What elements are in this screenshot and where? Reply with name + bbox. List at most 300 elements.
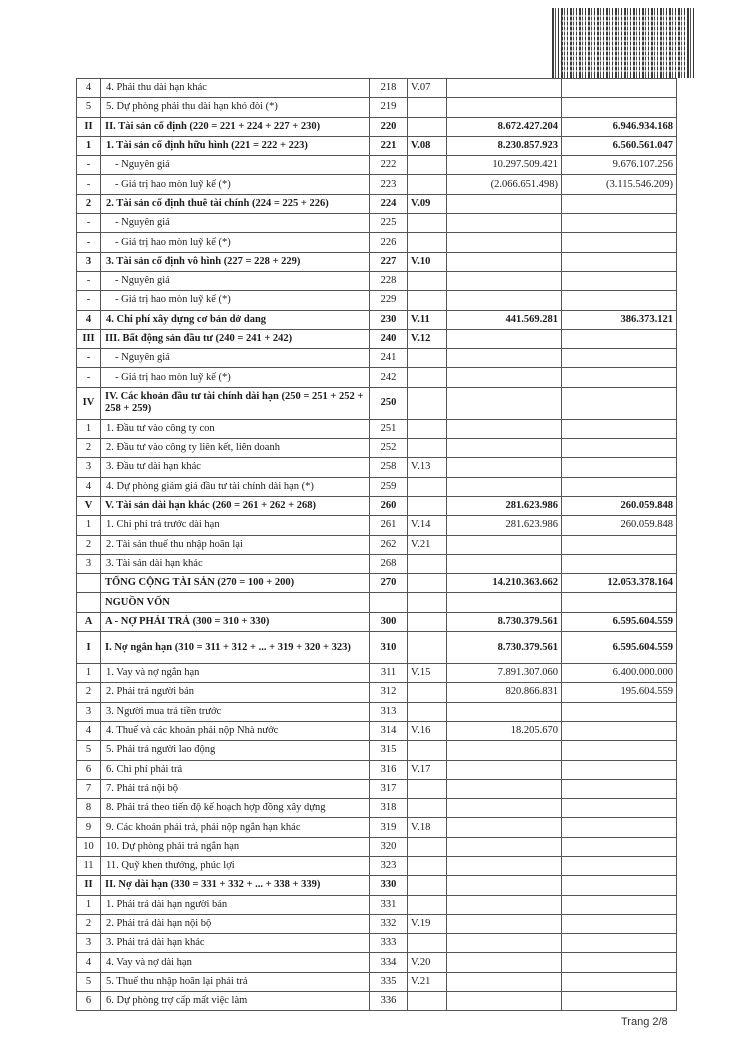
row-current-value (447, 741, 562, 760)
row-current-value (447, 837, 562, 856)
row-code: 219 (370, 98, 408, 117)
row-previous-value (562, 953, 677, 972)
table-row (77, 876, 677, 895)
row-current-value (447, 702, 562, 721)
row-index: I (77, 632, 101, 664)
row-index: 2 (77, 439, 101, 458)
row-previous-value: 12.053.378.164 (562, 574, 677, 593)
table-row (77, 895, 677, 914)
row-index: 9 (77, 818, 101, 837)
row-current-value (447, 194, 562, 213)
row-item-label: 2. Tài sản thuế thu nhập hoãn lại (101, 535, 370, 554)
row-current-value (447, 458, 562, 477)
row-item-label: V. Tài sản dài hạn khác (260 = 261 + 262 + 268) (101, 496, 370, 515)
row-index: 2 (77, 914, 101, 933)
row-note: V.12 (408, 329, 447, 348)
row-code: 261 (370, 516, 408, 535)
row-current-value: 8.730.379.561 (447, 632, 562, 664)
row-code (370, 593, 408, 612)
row-code: 315 (370, 741, 408, 760)
row-code: 230 (370, 310, 408, 329)
row-code: 330 (370, 876, 408, 895)
row-item-label: 5. Phải trả người lao động (101, 741, 370, 760)
row-item-label: 4. Chi phí xây dựng cơ bản dở dang (101, 310, 370, 329)
row-code: 317 (370, 779, 408, 798)
row-item-label: - Nguyên giá (101, 214, 370, 233)
row-previous-value (562, 741, 677, 760)
table-row (77, 458, 677, 477)
row-code: 250 (370, 387, 408, 419)
row-note (408, 117, 447, 136)
row-note: V.13 (408, 458, 447, 477)
row-code: 242 (370, 368, 408, 387)
row-previous-value (562, 368, 677, 387)
row-code: 229 (370, 291, 408, 310)
row-previous-value (562, 895, 677, 914)
row-index: 4 (77, 79, 101, 98)
row-previous-value: 195.604.559 (562, 683, 677, 702)
row-code: 228 (370, 271, 408, 290)
row-previous-value: 260.059.848 (562, 516, 677, 535)
row-code: 220 (370, 117, 408, 136)
table-row (77, 972, 677, 991)
row-previous-value (562, 934, 677, 953)
row-previous-value (562, 760, 677, 779)
row-note (408, 895, 447, 914)
row-note (408, 156, 447, 175)
row-index: V (77, 496, 101, 515)
row-index: 4 (77, 477, 101, 496)
row-code: 259 (370, 477, 408, 496)
page-number: Trang 2/8 (621, 1016, 668, 1028)
row-current-value (447, 214, 562, 233)
table-row (77, 702, 677, 721)
row-code: 336 (370, 992, 408, 1011)
table-row (77, 477, 677, 496)
row-note (408, 741, 447, 760)
row-note: V.19 (408, 914, 447, 933)
row-code: 312 (370, 683, 408, 702)
row-note: V.17 (408, 760, 447, 779)
row-item-label: 4. Thuế và các khoản phải nộp Nhà nước (101, 721, 370, 740)
row-item-label: - Nguyên giá (101, 271, 370, 290)
row-item-label: - Giá trị hao mòn luỹ kế (*) (101, 368, 370, 387)
row-note: V.18 (408, 818, 447, 837)
row-code: 311 (370, 664, 408, 683)
table-row (77, 779, 677, 798)
row-current-value (447, 329, 562, 348)
row-current-value: 10.297.509.421 (447, 156, 562, 175)
row-current-value: 281.623.986 (447, 496, 562, 515)
row-item-label: IV. Các khoản đầu tư tài chính dài hạn (250 = 251 + 252 + 258 + 259) (101, 387, 370, 419)
row-index: 1 (77, 419, 101, 438)
row-current-value: 281.623.986 (447, 516, 562, 535)
row-index: - (77, 156, 101, 175)
row-current-value (447, 252, 562, 271)
row-note (408, 214, 447, 233)
row-current-value: 441.569.281 (447, 310, 562, 329)
row-code: 221 (370, 136, 408, 155)
row-code: 319 (370, 818, 408, 837)
row-current-value (447, 535, 562, 554)
row-item-label: 5. Thuế thu nhập hoãn lại phải trả (101, 972, 370, 991)
row-index: 10 (77, 837, 101, 856)
row-current-value (447, 477, 562, 496)
row-code: 333 (370, 934, 408, 953)
row-previous-value (562, 98, 677, 117)
row-index: 6 (77, 760, 101, 779)
row-index: 2 (77, 683, 101, 702)
row-current-value (447, 914, 562, 933)
row-code: 313 (370, 702, 408, 721)
table-row (77, 914, 677, 933)
row-item-label: A - NỢ PHẢI TRẢ (300 = 310 + 330) (101, 612, 370, 631)
row-note (408, 419, 447, 438)
row-code: 260 (370, 496, 408, 515)
row-item-label: 2. Tài sản cố định thuê tài chính (224 = 225 + 226) (101, 194, 370, 213)
row-index: 1 (77, 516, 101, 535)
row-index: IV (77, 387, 101, 419)
row-note: V.15 (408, 664, 447, 683)
row-item-label: 3. Đầu tư dài hạn khác (101, 458, 370, 477)
row-note (408, 477, 447, 496)
row-note (408, 233, 447, 252)
row-previous-value (562, 914, 677, 933)
row-note (408, 98, 447, 117)
row-code: 270 (370, 574, 408, 593)
row-note (408, 837, 447, 856)
table-row (77, 632, 677, 664)
row-index: II (77, 876, 101, 895)
row-item-label: 1. Đầu tư vào công ty con (101, 419, 370, 438)
row-item-label: 6. Dự phòng trợ cấp mất việc làm (101, 992, 370, 1011)
row-index: 3 (77, 702, 101, 721)
table-row (77, 79, 677, 98)
row-note: V.20 (408, 953, 447, 972)
table-row (77, 934, 677, 953)
row-item-label: 5. Dự phòng phải thu dài hạn khó đòi (*) (101, 98, 370, 117)
row-item-label: - Giá trị hao mòn luỹ kế (*) (101, 233, 370, 252)
row-item-label: TỔNG CỘNG TÀI SẢN (270 = 100 + 200) (101, 574, 370, 593)
row-previous-value (562, 856, 677, 875)
row-note (408, 702, 447, 721)
row-note (408, 496, 447, 515)
row-note (408, 934, 447, 953)
row-previous-value (562, 439, 677, 458)
row-previous-value (562, 799, 677, 818)
row-previous-value: 386.373.121 (562, 310, 677, 329)
row-current-value (447, 992, 562, 1011)
table-row (77, 98, 677, 117)
row-item-label: 11. Quỹ khen thưởng, phúc lợi (101, 856, 370, 875)
row-note (408, 683, 447, 702)
table-row (77, 136, 677, 155)
row-current-value (447, 934, 562, 953)
row-current-value (447, 760, 562, 779)
row-code: 226 (370, 233, 408, 252)
table-row (77, 349, 677, 368)
row-index (77, 574, 101, 593)
row-code: 223 (370, 175, 408, 194)
row-item-label: NGUỒN VỐN (101, 593, 370, 612)
row-item-label: 9. Các khoản phải trả, phải nộp ngắn hạn khác (101, 818, 370, 837)
row-index: - (77, 368, 101, 387)
row-item-label: 4. Dự phòng giảm giá đầu tư tài chính dài hạn (*) (101, 477, 370, 496)
row-note: V.10 (408, 252, 447, 271)
row-code: 262 (370, 535, 408, 554)
row-note (408, 632, 447, 664)
row-item-label: 1. Tài sản cố định hữu hình (221 = 222 + 223) (101, 136, 370, 155)
row-code: 268 (370, 554, 408, 573)
row-index: 5 (77, 741, 101, 760)
row-index: - (77, 271, 101, 290)
row-current-value (447, 291, 562, 310)
row-previous-value (562, 972, 677, 991)
row-current-value (447, 779, 562, 798)
row-item-label: 1. Vay và nợ ngắn hạn (101, 664, 370, 683)
row-index: 4 (77, 310, 101, 329)
row-current-value (447, 349, 562, 368)
row-note (408, 574, 447, 593)
row-previous-value: 6.595.604.559 (562, 632, 677, 664)
balance-sheet-table (76, 78, 677, 1011)
table-row (77, 310, 677, 329)
table-row (77, 516, 677, 535)
row-code: 331 (370, 895, 408, 914)
row-current-value (447, 593, 562, 612)
row-note: V.16 (408, 721, 447, 740)
table-row (77, 574, 677, 593)
row-index: - (77, 349, 101, 368)
table-row (77, 368, 677, 387)
row-previous-value (562, 387, 677, 419)
row-previous-value: 6.946.934.168 (562, 117, 677, 136)
row-previous-value: 9.676.107.256 (562, 156, 677, 175)
row-current-value (447, 98, 562, 117)
row-item-label: 1. Chi phí trả trước dài hạn (101, 516, 370, 535)
row-note: V.07 (408, 79, 447, 98)
barcode-stamp (552, 8, 696, 78)
row-code: 318 (370, 799, 408, 818)
table-row (77, 291, 677, 310)
row-current-value (447, 856, 562, 875)
row-previous-value (562, 779, 677, 798)
row-index: 11 (77, 856, 101, 875)
row-previous-value (562, 233, 677, 252)
row-current-value (447, 387, 562, 419)
row-index: 1 (77, 664, 101, 683)
row-index: 5 (77, 972, 101, 991)
row-previous-value: 260.059.848 (562, 496, 677, 515)
row-note (408, 876, 447, 895)
row-item-label: I. Nợ ngắn hạn (310 = 311 + 312 + ... + 319 + 320 + 323) (101, 632, 370, 664)
row-index (77, 593, 101, 612)
row-item-label: - Nguyên giá (101, 156, 370, 175)
row-previous-value (562, 79, 677, 98)
table-row (77, 721, 677, 740)
row-item-label: 1. Phải trả dài hạn người bán (101, 895, 370, 914)
row-code: 252 (370, 439, 408, 458)
row-previous-value: 6.595.604.559 (562, 612, 677, 631)
row-previous-value (562, 837, 677, 856)
row-item-label: 3. Tài sản cố định vô hình (227 = 228 + 229) (101, 252, 370, 271)
row-index: 3 (77, 554, 101, 573)
table-row (77, 214, 677, 233)
table-row (77, 856, 677, 875)
row-previous-value (562, 458, 677, 477)
row-current-value (447, 876, 562, 895)
row-previous-value (562, 214, 677, 233)
row-note (408, 175, 447, 194)
row-previous-value (562, 419, 677, 438)
row-current-value: (2.066.651.498) (447, 175, 562, 194)
row-current-value: 18.205.670 (447, 721, 562, 740)
row-note (408, 779, 447, 798)
row-previous-value (562, 535, 677, 554)
row-code: 310 (370, 632, 408, 664)
row-code: 335 (370, 972, 408, 991)
row-previous-value: (3.115.546.209) (562, 175, 677, 194)
row-index: III (77, 329, 101, 348)
row-previous-value (562, 818, 677, 837)
row-note: V.09 (408, 194, 447, 213)
row-code: 227 (370, 252, 408, 271)
row-current-value (447, 271, 562, 290)
table-row (77, 271, 677, 290)
row-current-value (447, 818, 562, 837)
row-index: 7 (77, 779, 101, 798)
balance-sheet-body (77, 79, 677, 1011)
table-row (77, 683, 677, 702)
row-item-label: III. Bất động sản đầu tư (240 = 241 + 242) (101, 329, 370, 348)
table-row (77, 419, 677, 438)
row-code: 241 (370, 349, 408, 368)
row-current-value (447, 79, 562, 98)
row-code: 334 (370, 953, 408, 972)
row-note (408, 271, 447, 290)
row-index: 2 (77, 194, 101, 213)
row-note (408, 799, 447, 818)
table-row (77, 799, 677, 818)
row-code: 222 (370, 156, 408, 175)
row-previous-value (562, 593, 677, 612)
row-item-label: 3. Phải trả dài hạn khác (101, 934, 370, 953)
table-row (77, 741, 677, 760)
row-previous-value (562, 291, 677, 310)
row-note (408, 593, 447, 612)
row-note (408, 439, 447, 458)
table-row (77, 535, 677, 554)
row-code: 320 (370, 837, 408, 856)
row-item-label: - Nguyên giá (101, 349, 370, 368)
row-index: 3 (77, 934, 101, 953)
row-item-label: 7. Phải trả nội bộ (101, 779, 370, 798)
row-previous-value (562, 349, 677, 368)
row-previous-value (562, 271, 677, 290)
row-item-label: 8. Phải trả theo tiến độ kế hoạch hợp đồng xây dựng (101, 799, 370, 818)
row-current-value (447, 554, 562, 573)
row-code: 218 (370, 79, 408, 98)
row-note (408, 349, 447, 368)
row-code: 224 (370, 194, 408, 213)
row-current-value: 8.230.857.923 (447, 136, 562, 155)
row-index: 6 (77, 992, 101, 1011)
row-previous-value (562, 721, 677, 740)
row-item-label: 4. Vay và nợ dài hạn (101, 953, 370, 972)
row-current-value: 8.672.427.204 (447, 117, 562, 136)
row-item-label: 10. Dự phòng phải trả ngắn hạn (101, 837, 370, 856)
table-row (77, 496, 677, 515)
row-note (408, 368, 447, 387)
row-index: 5 (77, 98, 101, 117)
row-previous-value (562, 554, 677, 573)
row-previous-value (562, 876, 677, 895)
row-item-label: 6. Chi phí phải trả (101, 760, 370, 779)
row-code: 300 (370, 612, 408, 631)
row-item-label: 2. Phải trả dài hạn nội bộ (101, 914, 370, 933)
row-current-value: 14.210.363.662 (447, 574, 562, 593)
row-current-value (447, 439, 562, 458)
row-item-label: - Giá trị hao mòn luỹ kế (*) (101, 175, 370, 194)
row-current-value (447, 799, 562, 818)
row-item-label: 3. Người mua trả tiền trước (101, 702, 370, 721)
row-note (408, 992, 447, 1011)
row-index: II (77, 117, 101, 136)
row-code: 258 (370, 458, 408, 477)
table-row (77, 156, 677, 175)
row-index: 3 (77, 252, 101, 271)
row-note: V.21 (408, 535, 447, 554)
row-previous-value: 6.560.561.047 (562, 136, 677, 155)
row-item-label: - Giá trị hao mòn luỹ kế (*) (101, 291, 370, 310)
table-row (77, 953, 677, 972)
table-row (77, 439, 677, 458)
row-index: 8 (77, 799, 101, 818)
row-previous-value (562, 329, 677, 348)
row-current-value (447, 419, 562, 438)
row-item-label: 3. Tài sản dài hạn khác (101, 554, 370, 573)
row-code: 332 (370, 914, 408, 933)
table-row (77, 175, 677, 194)
row-item-label: II. Nợ dài hạn (330 = 331 + 332 + ... + 338 + 339) (101, 876, 370, 895)
row-current-value (447, 972, 562, 991)
row-note: V.08 (408, 136, 447, 155)
row-index: 1 (77, 136, 101, 155)
row-item-label: 2. Đầu tư vào công ty liên kết, liên doanh (101, 439, 370, 458)
row-note: V.11 (408, 310, 447, 329)
row-code: 225 (370, 214, 408, 233)
row-previous-value (562, 992, 677, 1011)
row-current-value: 820.866.831 (447, 683, 562, 702)
row-code: 323 (370, 856, 408, 875)
row-current-value (447, 368, 562, 387)
table-row (77, 818, 677, 837)
row-previous-value (562, 477, 677, 496)
table-row (77, 194, 677, 213)
row-note (408, 554, 447, 573)
table-row (77, 554, 677, 573)
row-index: A (77, 612, 101, 631)
row-index: - (77, 291, 101, 310)
row-note (408, 387, 447, 419)
row-note (408, 856, 447, 875)
row-note: V.21 (408, 972, 447, 991)
table-row (77, 760, 677, 779)
row-index: - (77, 233, 101, 252)
row-current-value (447, 953, 562, 972)
row-index: 4 (77, 721, 101, 740)
table-row (77, 992, 677, 1011)
